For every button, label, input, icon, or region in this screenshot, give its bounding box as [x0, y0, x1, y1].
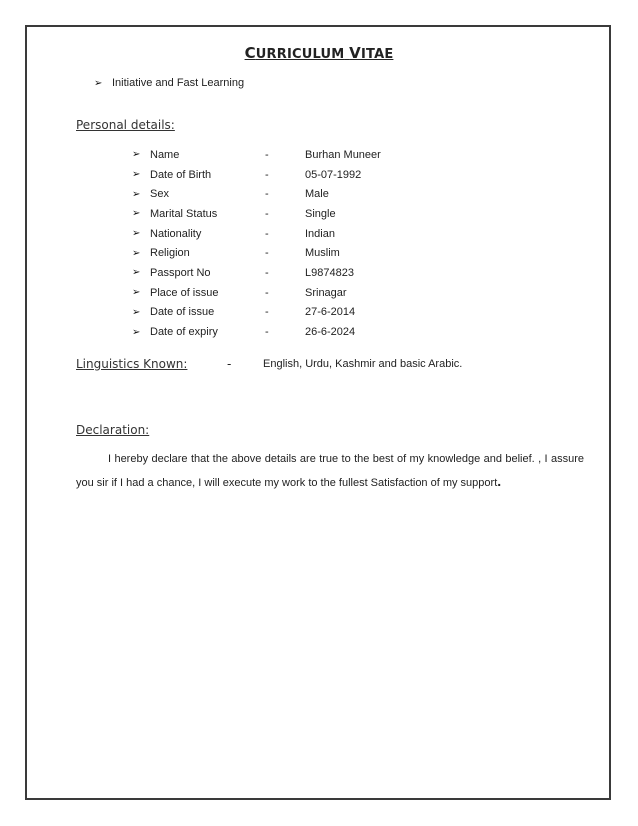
- detail-value: 05-07-1992: [305, 168, 362, 181]
- declaration-body: I hereby declare that the above details are true to the best of my knowledge and belief. , I assure you sir if I had a chance, I will execute my work to the fullest Satisfaction of my support: [76, 453, 584, 489]
- detail-value: 26-6-2024: [305, 326, 356, 339]
- arrow-bullet-icon: ➢: [132, 247, 141, 259]
- detail-value: 27-6-2014: [305, 306, 356, 319]
- summary-bullet-text: Initiative and Fast Learning: [112, 77, 245, 89]
- detail-label: Date of Birth: [150, 168, 212, 181]
- detail-separator: -: [265, 306, 269, 319]
- detail-separator: -: [265, 286, 269, 299]
- detail-separator: -: [265, 188, 269, 201]
- detail-value: Burhan Muneer: [305, 148, 381, 161]
- arrow-bullet-icon: ➢: [132, 149, 141, 161]
- detail-row: [132, 322, 381, 342]
- detail-row: [132, 283, 381, 303]
- arrow-bullet-icon: ➢: [132, 306, 141, 318]
- arrow-bullet-icon: ➢: [132, 169, 141, 181]
- detail-value: Indian: [305, 227, 335, 240]
- page-border: [25, 25, 611, 800]
- detail-separator: -: [265, 207, 269, 220]
- detail-label: Date of issue: [150, 306, 215, 319]
- detail-separator: -: [265, 326, 269, 339]
- detail-value: L9874823: [305, 266, 354, 279]
- declaration-text: [76, 448, 584, 494]
- detail-label: Sex: [150, 188, 169, 201]
- arrow-bullet-icon: ➢: [132, 326, 141, 338]
- detail-separator: -: [265, 168, 269, 181]
- linguistics-value: English, Urdu, Kashmir and basic Arabic.: [263, 358, 463, 370]
- detail-label: Marital Status: [150, 207, 218, 220]
- linguistics-separator: -: [227, 357, 232, 371]
- personal-details-list: [132, 145, 381, 342]
- detail-value: Srinagar: [305, 286, 347, 299]
- detail-value: Male: [305, 188, 329, 201]
- detail-separator: -: [265, 266, 269, 279]
- detail-label: Name: [150, 148, 180, 161]
- detail-row: [132, 165, 381, 185]
- declaration-end: .: [497, 473, 502, 489]
- detail-row: [132, 243, 381, 263]
- detail-row: [132, 204, 381, 224]
- detail-label: Passport No: [150, 266, 211, 279]
- detail-row: [132, 303, 381, 323]
- detail-separator: -: [265, 148, 269, 161]
- detail-label: Place of issue: [150, 286, 219, 299]
- page-title: CURRICULUM VITAE: [244, 44, 394, 62]
- detail-label: Nationality: [150, 227, 202, 240]
- declaration-heading: Declaration:: [76, 423, 150, 437]
- detail-value: Muslim: [305, 247, 340, 260]
- detail-value: Single: [305, 207, 336, 220]
- detail-label: Religion: [150, 247, 190, 260]
- detail-row: [132, 224, 381, 244]
- arrow-bullet-icon: ➢: [132, 267, 141, 279]
- linguistics-line: [76, 357, 463, 371]
- arrow-bullet-icon: ➢: [132, 208, 141, 220]
- detail-row: [132, 184, 381, 204]
- personal-details-heading: Personal details:: [76, 118, 175, 132]
- summary-bullet: [94, 77, 244, 89]
- arrow-bullet-icon: ➢: [94, 78, 103, 89]
- arrow-bullet-icon: ➢: [132, 188, 141, 200]
- detail-separator: -: [265, 247, 269, 260]
- detail-row: [132, 263, 381, 283]
- arrow-bullet-icon: ➢: [132, 228, 141, 240]
- linguistics-heading: Linguistics Known:: [76, 357, 188, 371]
- detail-label: Date of expiry: [150, 326, 218, 339]
- arrow-bullet-icon: ➢: [132, 287, 141, 299]
- detail-row: [132, 145, 381, 165]
- detail-separator: -: [265, 227, 269, 240]
